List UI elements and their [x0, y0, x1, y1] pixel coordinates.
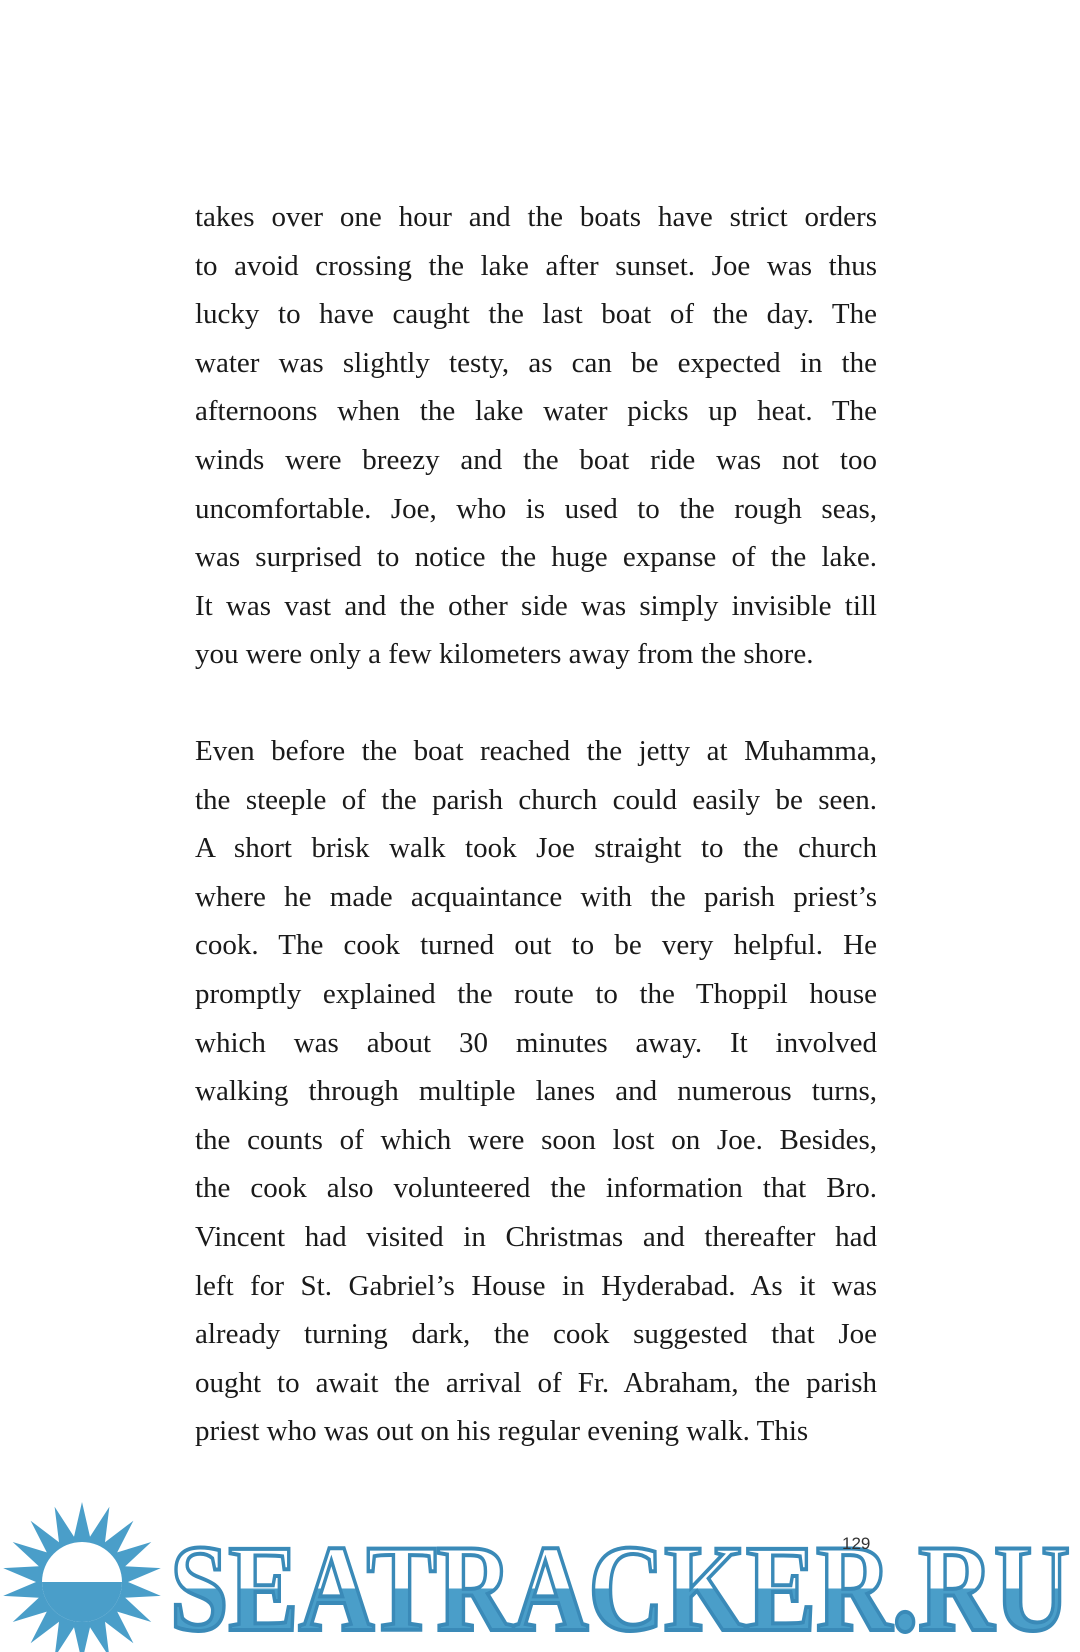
paragraph-2-text — [195, 727, 877, 1456]
text-line: you were only a few kilometers away from the shore. — [195, 638, 814, 671]
text-line: lucky to have caught the last boat of the day. The — [195, 298, 877, 331]
text-line: promptly explained the route to the Thoppil house — [195, 977, 877, 1010]
text-line: the counts of which were soon lost on Joe. Besides, — [195, 1123, 877, 1156]
text-line: cook. The cook turned out to be very helpful. He — [195, 929, 877, 962]
text-line: takes over one hour and the boats have strict orders — [195, 201, 877, 233]
text-line: the cook also volunteered the information that Bro. — [195, 1172, 877, 1205]
text-line: walking through multiple lanes and numerous turns, — [195, 1075, 877, 1108]
text-line: A short brisk walk took Joe straight to the church — [195, 832, 877, 865]
watermark-text: SEATRACKER.RU — [170, 1520, 1070, 1652]
text-line: uncomfortable. Joe, who is used to the rough seas, — [195, 492, 877, 525]
text-line: Even before the boat reached the jetty at Muhamma, — [195, 735, 877, 767]
text-line: Vincent had visited in Christmas and thereafter had — [195, 1220, 877, 1253]
paragraph-2 — [195, 727, 877, 1456]
page-number: 129 — [842, 1534, 871, 1553]
watermark — [0, 1490, 1080, 1652]
text-line: left for St. Gabriel’s House in Hyderabad. As it was — [195, 1269, 877, 1302]
text-line: which was about 30 minutes away. It involved — [195, 1026, 877, 1059]
text-line: was surprised to notice the huge expanse of the lake. — [195, 541, 877, 574]
paragraph-1-text — [195, 193, 877, 679]
text-line: where he made acquaintance with the parish priest’s — [195, 880, 877, 913]
sun-icon — [3, 1502, 161, 1652]
text-line: It was vast and the other side was simply invisible till — [195, 589, 877, 622]
text-line: winds were breezy and the boat ride was not too — [195, 443, 877, 476]
text-line: ought to await the arrival of Fr. Abraham, the parish — [195, 1366, 877, 1399]
paragraph-1 — [195, 193, 877, 679]
text-line: already turning dark, the cook suggested that Joe — [195, 1318, 877, 1351]
text-line: priest who was out on his regular evening walk. This — [195, 1415, 809, 1448]
text-line: the steeple of the parish church could easily be seen. — [195, 783, 877, 816]
text-line: to avoid crossing the lake after sunset. Joe was thus — [195, 249, 877, 282]
text-line: water was slightly testy, as can be expected in the — [195, 346, 877, 379]
text-line: afternoons when the lake water picks up heat. The — [195, 395, 877, 428]
